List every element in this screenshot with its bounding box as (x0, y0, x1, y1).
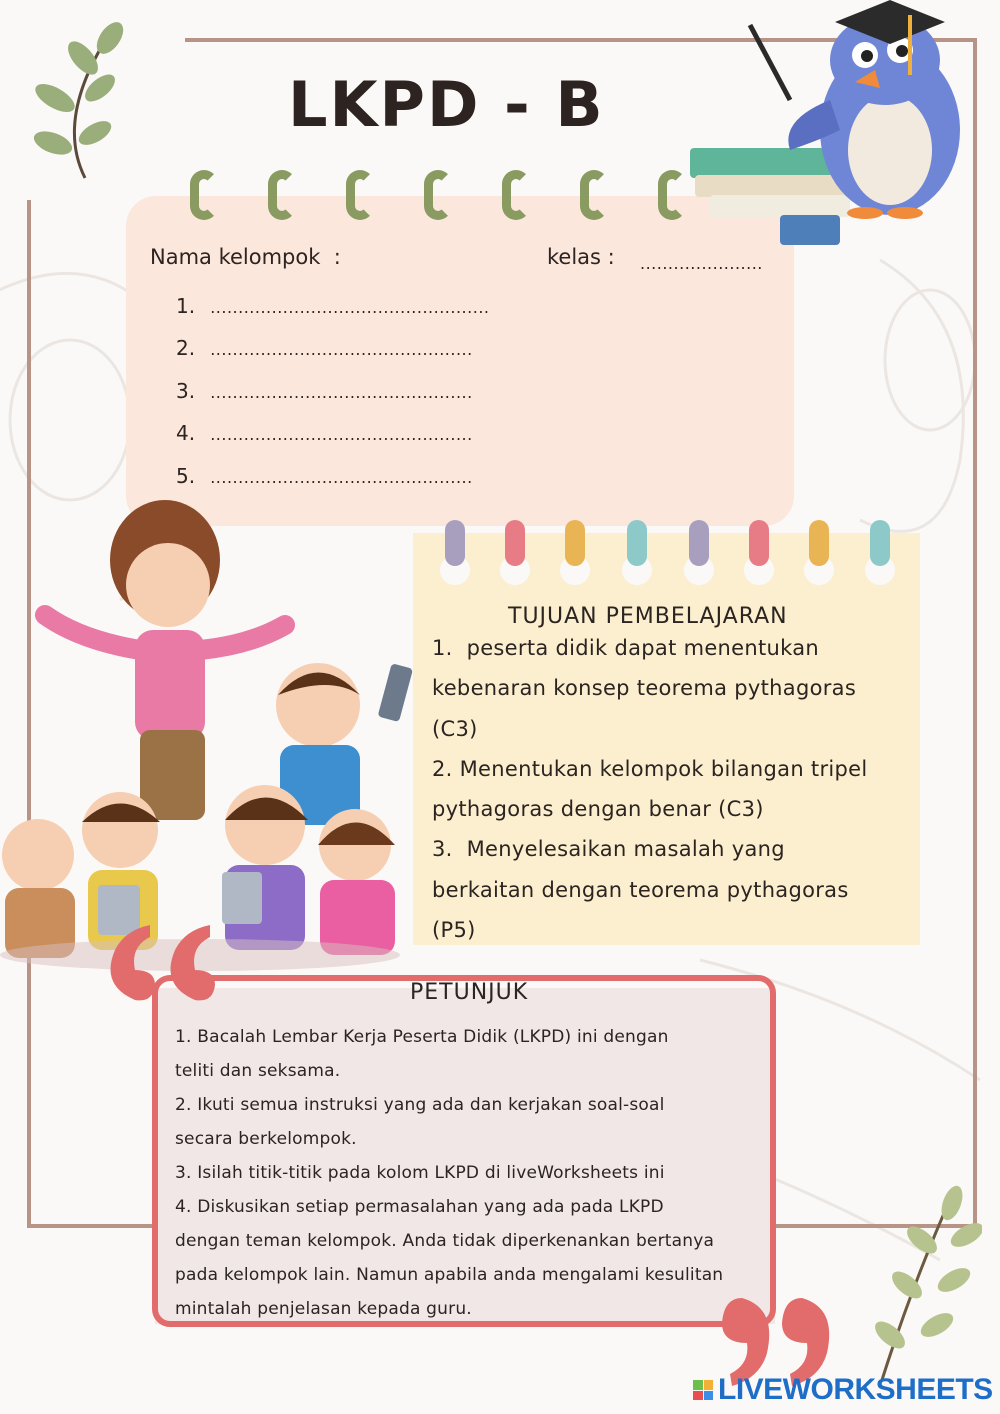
ring (580, 170, 608, 220)
member-row (176, 336, 473, 360)
goal-line: kebenaran konsep teorema pythagoras (432, 676, 857, 701)
owl-teacher-icon (680, 0, 980, 250)
goal-line: (C3) (432, 716, 478, 741)
member-input[interactable]: ............................................... (210, 340, 473, 359)
goal-line: 3. Menyelesaikan masalah yang (432, 837, 785, 862)
goal-line: 1. peserta didik dapat menentukan (432, 636, 820, 660)
goal-line: 2. Menentukan kelompok bilangan tripel (432, 756, 868, 781)
pin (689, 520, 709, 566)
pin (505, 520, 525, 566)
goal-line: pythagoras dengan benar (C3) (432, 797, 764, 822)
instruction-line: pada kelompok lain. Namun apabila anda mengalami kesulitan (175, 1265, 724, 1285)
liveworksheets-logo-icon (693, 1380, 713, 1400)
pin (627, 520, 647, 566)
member-number: 2. (176, 336, 196, 360)
member-number: 4. (176, 421, 196, 445)
instructions-list (175, 1020, 795, 1326)
instructions-heading: PETUNJUK (410, 980, 529, 1005)
binder-pins (440, 520, 900, 590)
goal-line: berkaitan dengan teorema pythagoras (432, 877, 849, 902)
ring (346, 170, 374, 220)
instruction-line: 3. Isilah titik-titik pada kolom LKPD di liveWorksheets ini (175, 1163, 665, 1183)
pin (749, 520, 769, 566)
pin (870, 520, 890, 566)
ring (502, 170, 530, 220)
member-number: 3. (176, 379, 196, 403)
instruction-line: 4. Diskusikan setiap permasalahan yang ada pada LKPD (175, 1197, 664, 1217)
ring (190, 170, 218, 220)
leaf-branch-icon (15, 18, 135, 188)
instruction-line: secara berkelompok. (175, 1129, 357, 1149)
instruction-line: 1. Bacalah Lembar Kerja Peserta Didik (LKPD) ini dengan (175, 1027, 669, 1047)
instruction-line: mintalah penjelasan kepada guru. (175, 1299, 472, 1319)
goals-heading: TUJUAN PEMBELAJARAN (508, 604, 788, 629)
ring (424, 170, 452, 220)
member-number: 5. (176, 464, 196, 488)
quote-marks-icon (95, 925, 225, 1005)
member-input[interactable]: ............................................... (210, 425, 473, 444)
member-input[interactable]: .................................................. (210, 298, 490, 317)
member-number: 1. (176, 294, 196, 318)
class-input[interactable]: ...................... (640, 254, 763, 273)
member-row (176, 421, 473, 445)
page-title: LKPD - B (288, 68, 605, 141)
notebook-rings (190, 170, 710, 230)
instruction-line: dengan teman kelompok. Anda tidak diperkenankan bertanya (175, 1231, 715, 1251)
instruction-line: teliti dan seksama. (175, 1061, 341, 1081)
instruction-line: 2. Ikuti semua instruksi yang ada dan kerjakan soal-soal (175, 1095, 665, 1115)
brand-watermark[interactable]: LIVEWORKSHEETS (718, 1373, 993, 1406)
pin (445, 520, 465, 566)
member-row (176, 379, 473, 403)
ring (268, 170, 296, 220)
goal-line: (P5) (432, 918, 476, 943)
teacher-kids-illustration (0, 500, 420, 975)
group-name-label: Nama kelompok : (150, 245, 341, 269)
member-input[interactable]: ............................................... (210, 383, 473, 402)
leaf-branch-icon (862, 1185, 982, 1385)
member-row (176, 294, 489, 318)
member-row (176, 464, 473, 488)
member-input[interactable]: ............................................... (210, 468, 473, 487)
class-label: kelas : (547, 245, 615, 269)
pin (809, 520, 829, 566)
pin (565, 520, 585, 566)
goals-list (432, 628, 912, 950)
